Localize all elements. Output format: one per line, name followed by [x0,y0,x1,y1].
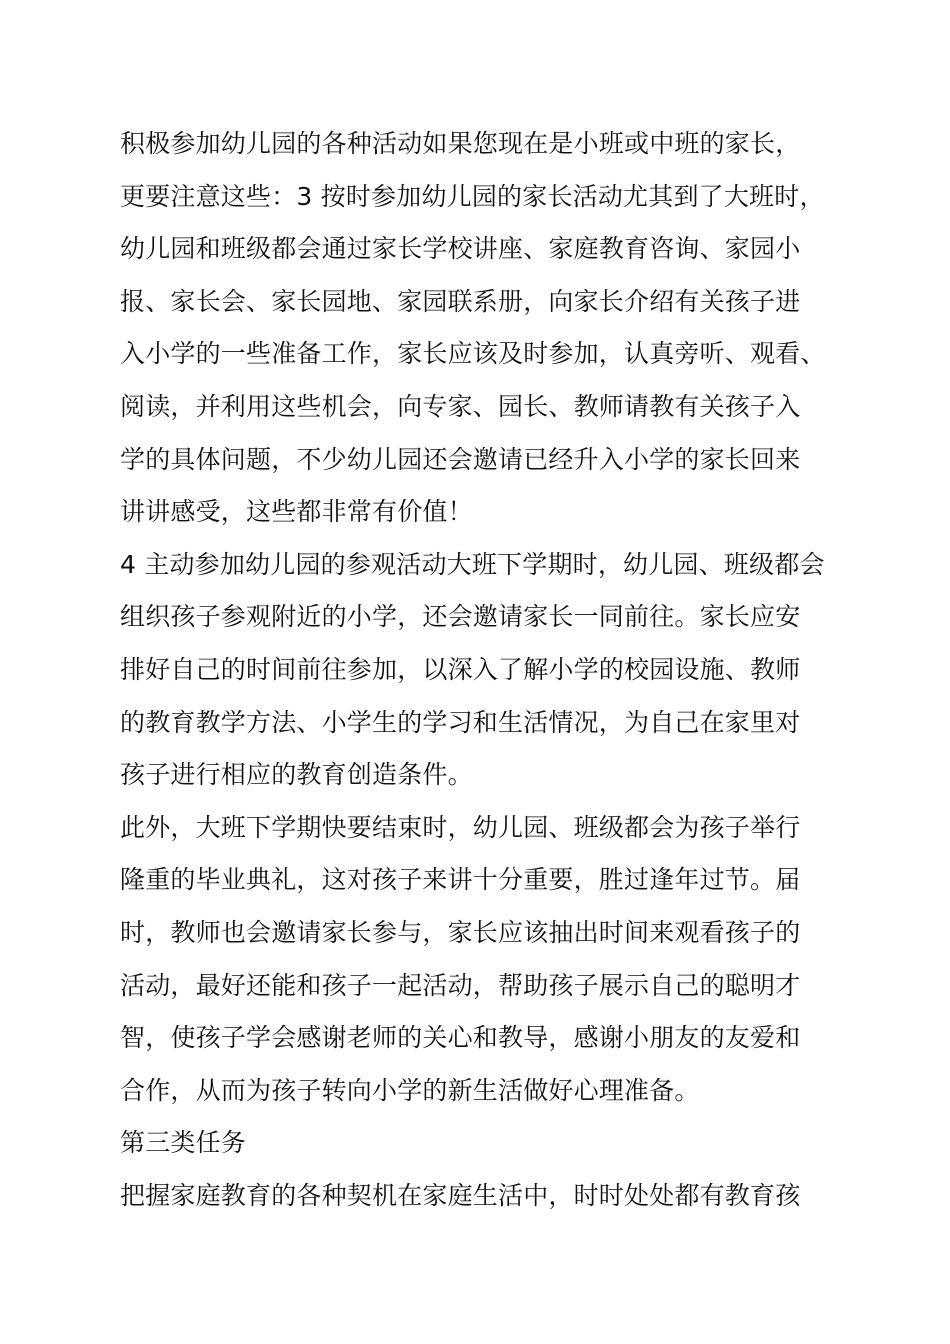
text-line: 报、家长会、家长园地、家园联系册，向家长介绍有关孩子进 [120,286,801,316]
text-line: 幼儿园和班级都会通过家长学校讲座、家庭教育咨询、家园小 [120,234,801,264]
text-line: 阅读，并利用这些机会，向专家、园长、教师请教有关孩子入 [120,391,801,421]
document-body [120,118,840,1222]
text-line: 时，教师也会邀请家长参与，家长应该抽出时间来观看孩子的 [120,917,801,947]
text-line: 智，使孩子学会感谢老师的关心和教导，感谢小朋友的友爱和 [120,1023,801,1053]
text-line: 4 主动参加幼儿园的参观活动大班下学期时，幼儿园、班级都会 [120,549,825,579]
text-line: 把握家庭教育的各种契机在家庭生活中，时时处处都有教育孩 [120,1180,801,1210]
text-line: 学的具体问题，不少幼儿园还会邀请已经升入小学的家长回来 [120,444,801,474]
text-line: 孩子进行相应的教育创造条件。 [120,760,473,790]
text-line: 讲讲感受，这些都非常有价值！ [120,497,473,527]
text-line: 排好自己的时间前往参加，以深入了解小学的校园设施、教师 [120,654,801,684]
text-line: 合作，从而为孩子转向小学的新生活做好心理准备。 [120,1075,700,1105]
text-line: 的教育教学方法、小学生的学习和生活情况，为自己在家里对 [120,707,801,737]
text-line: 组织孩子参观附近的小学，还会邀请家长一同前往。家长应安 [120,602,801,632]
section-heading: 第三类任务 [120,1128,247,1158]
text-line: 积极参加幼儿园的各种活动如果您现在是小班或中班的家长， [120,129,801,158]
text-line: 入小学的一些准备工作，家长应该及时参加，认真旁听、观看、 [120,339,826,369]
text-line: 更要注意这些：3 按时参加幼儿园的家长活动尤其到了大班时， [120,181,825,211]
text-line: 隆重的毕业典礼，这对孩子来讲十分重要，胜过逢年过节。届 [120,865,801,895]
text-line: 此外，大班下学期快要结束时，幼儿园、班级都会为孩子举行 [120,812,801,842]
text-line: 活动，最好还能和孩子一起活动，帮助孩子展示自己的聪明才 [120,970,801,1000]
